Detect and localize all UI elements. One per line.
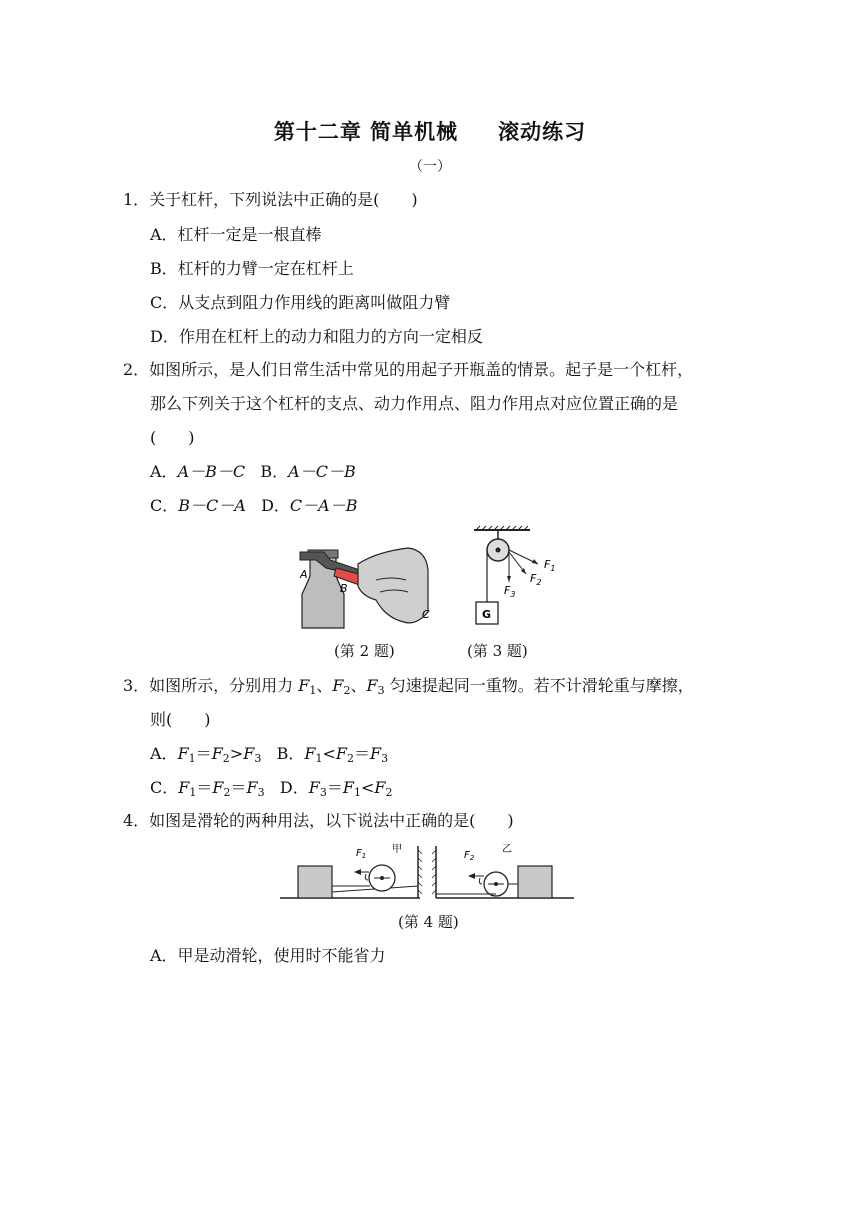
page-subtitle: （一） bbox=[409, 159, 451, 175]
q1-option-b: B．杠杆的力臂一定在杠杆上 bbox=[150, 259, 354, 278]
block-left bbox=[298, 866, 332, 898]
q2-stem-line1: 2．如图所示，是人们日常生活中常见的用起子开瓶盖的情景。起子是一个杠杆， bbox=[123, 360, 694, 379]
figure-3-fixed-pulley bbox=[468, 526, 568, 636]
q2-option-b-value: A－C－B bbox=[288, 462, 356, 481]
q4-option-a: A．甲是动滑轮，使用时不能省力 bbox=[150, 946, 386, 965]
fig3-label-f1: $F_1$ bbox=[544, 558, 556, 573]
fig3-label-g: G bbox=[482, 608, 492, 621]
fig4-label-f2: $F_2$ bbox=[464, 850, 475, 862]
section-title: 滚动练习 bbox=[498, 120, 587, 144]
q2-option-d-value: C－A－B bbox=[289, 496, 358, 515]
q4-stem: 4．如图是滑轮的两种用法，以下说法中正确的是( ) bbox=[123, 811, 514, 830]
q1-stem: 1．关于杠杆，下列说法中正确的是( ) bbox=[123, 190, 418, 209]
q3-stem-pre: 3．如图所示，分别用力 bbox=[123, 676, 299, 695]
fig3-label-f3: $F_3$ bbox=[504, 584, 516, 599]
hand-icon bbox=[358, 548, 428, 623]
fig4-label-f1: $F_1$ bbox=[356, 848, 367, 860]
q2-stem-line3: ( ) bbox=[150, 428, 195, 447]
q3-stem-line1: 3．如图所示，分别用力 $F_1$、$F_2$、$F_3$ 匀速提起同一重物。若不计滑轮重与摩擦， bbox=[123, 676, 694, 697]
figure-3-caption: (第 3 题) bbox=[467, 642, 528, 660]
q2-option-b-label: B． bbox=[260, 462, 289, 481]
q3-stem-post: 匀速提起同一重物。若不计滑轮重与摩擦， bbox=[389, 676, 694, 695]
q2-option-a-label: A． bbox=[150, 462, 178, 481]
q3-stem-line2: 则( ) bbox=[150, 710, 211, 729]
chapter-title: 第十二章 简单机械 bbox=[273, 120, 459, 144]
q1-option-d: D．作用在杠杆上的动力和阻力的方向一定相反 bbox=[150, 327, 483, 346]
figure-2-caption: (第 2 题) bbox=[334, 642, 395, 660]
q1-option-c: C．从支点到阻力作用线的距离叫做阻力臂 bbox=[150, 293, 451, 312]
q2-options-cd bbox=[150, 496, 357, 516]
q3-options-cd: C．$F_1=F_2=F_3$ D．$F_3=F_1<F_2$ bbox=[150, 778, 393, 799]
figure-2-bottle-opener bbox=[296, 530, 436, 630]
figure-4-pulley-setups bbox=[278, 840, 578, 902]
q3-option-c-label: C． bbox=[150, 778, 179, 797]
fig2-label-c: C bbox=[422, 608, 430, 621]
q2-options-ab bbox=[150, 462, 356, 482]
q2-option-a-value: A－B－C bbox=[177, 462, 246, 481]
fig4-label-yi: 乙 bbox=[502, 844, 512, 855]
fig2-label-b: B bbox=[340, 582, 348, 595]
q3-option-d-label: D． bbox=[279, 778, 309, 797]
q1-option-a: A．杠杆一定是一根直棒 bbox=[150, 225, 322, 244]
block-right bbox=[518, 866, 552, 898]
q2-option-c-value: B－C－A bbox=[178, 496, 246, 515]
page-title bbox=[0, 116, 860, 146]
q3-option-a-label: A． bbox=[150, 744, 178, 763]
fig4-label-jia: 甲 bbox=[392, 844, 402, 855]
figure-4-caption: (第 4 题) bbox=[398, 913, 459, 931]
q3-options-ab: A．$F_1=F_2>F_3$ B．$F_1<F_2=F_3$ bbox=[150, 744, 389, 765]
q2-option-c-label: C． bbox=[150, 496, 179, 515]
q3-option-b-label: B． bbox=[276, 744, 305, 763]
q2-option-d-label: D． bbox=[261, 496, 290, 515]
fig2-label-a: A bbox=[300, 568, 308, 581]
fig3-label-f2: $F_2$ bbox=[530, 572, 542, 587]
q2-stem-line2: 那么下列关于这个杠杆的支点、动力作用点、阻力作用点对应位置正确的是 bbox=[150, 394, 679, 413]
